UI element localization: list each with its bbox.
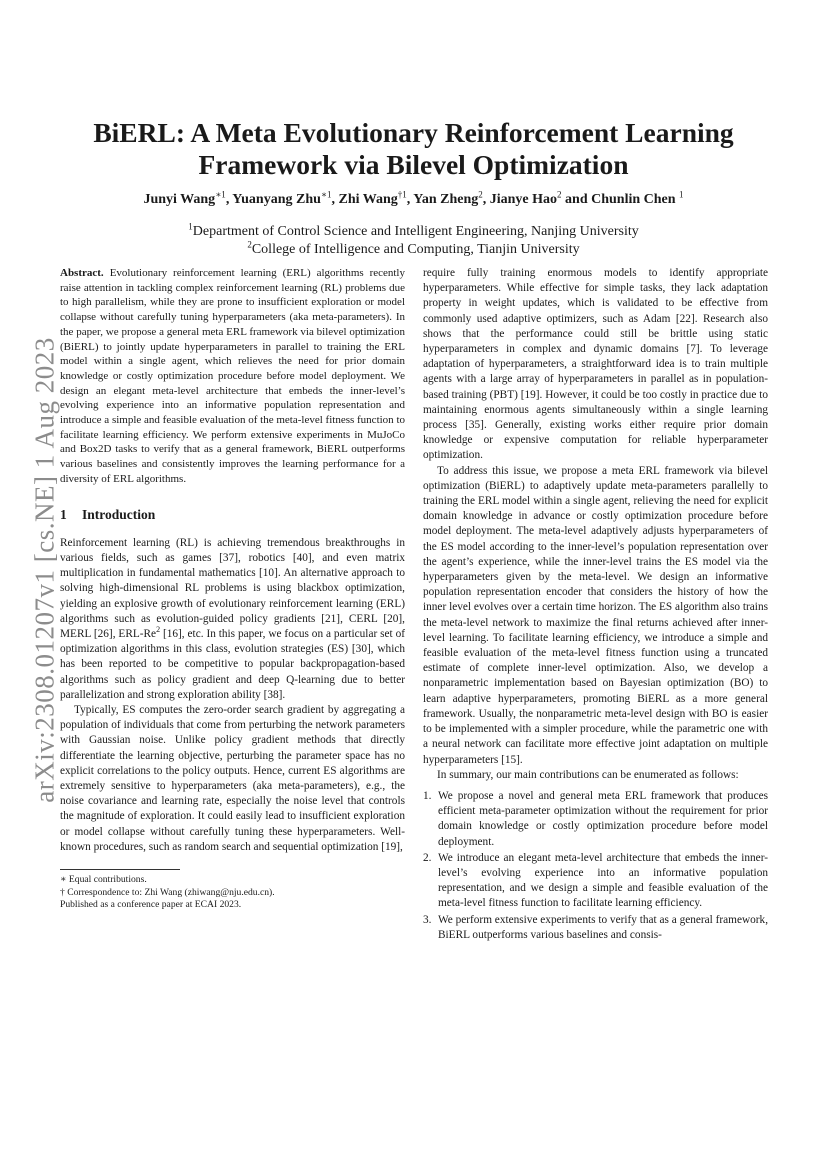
affiliation: $^2$College of Intelligence and Computing, Tianjin University — [247, 239, 580, 257]
author-list: Junyi Wang$^{∗1}$, Yuanyang Zhu$^{∗1}$, Zhi Wang$^{\dagger 1}$, Yan Zheng$^2$, Jianye Hao$^2$ and Chunlin Chen $^1$ — [143, 189, 684, 207]
author: Yuanyang Zhu$^{∗1}$ — [232, 189, 332, 207]
affiliation: $^1$Department of Control Science and Intelligent Engineering, Nanjing University — [188, 221, 639, 239]
footnote: † Correspondence to: Zhi Wang (zhiwang@nju.edu.cn). — [60, 886, 275, 898]
title-line-1: BiERL: A Meta Evolutionary Reinforcement Learning — [93, 117, 734, 148]
contribution-list — [423, 789, 768, 943]
author: Yan Zheng$^2$ — [413, 189, 483, 207]
author: Chunlin Chen $^1$ — [591, 189, 684, 207]
title-line-2: Framework via Bilevel Optimization — [198, 149, 629, 180]
footnotes — [60, 874, 405, 912]
list-item: 3. We perform extensive experiments to verify that as a general framework, BiERL outperforms various baselines and consis- — [423, 913, 769, 941]
intro-paragraph-2: Typically, ES computes the zero-order search gradient by aggregating a population of individuals that come from perturbing the network parameters with Gaussian noise. Unlike policy gradient methods that directly differentiate the learning objective, perturbing the parameter space has no explicit correlations to the policy outputs. Hence, current ES algorithms are extremely sensitive to hyperparameters (aka meta-parameters), e.g., the noise covariance and learning rate, especially the noise level that controls the magnitude of exploration. It could easily lead to insufficient exploration or model collapse without carefully tuning these hyperparameters. Well-known procedures, such as random search and sequential optimization [19], — [60, 703, 405, 853]
abstract-label: Abstract. — [60, 267, 104, 279]
author: Jianye Hao$^2$ — [489, 189, 562, 207]
arxiv-identifier: arXiv:2308.01207v1 [cs.NE] 1 Aug 2023 — [29, 337, 60, 803]
footnote: Published as a conference paper at ECAI 2023. — [60, 899, 242, 911]
list-item: 2. We introduce an elegant meta-level architecture that embeds the inner-level’s evolving experience into an informative population representation, and we design a simple and feasible evaluation of the meta-level fitness function to facilitate learning efficiency. — [423, 851, 768, 910]
right-column — [423, 266, 768, 944]
footnote-divider — [60, 869, 180, 870]
author: Zhi Wang$^{\dagger 1}$ — [338, 189, 407, 207]
abstract-text: Evolutionary reinforcement learning (ERL) algorithms recently raise attention in tackling complex reinforcement learning (RL) problems due to high parallelism, while they are prone to insufficient exploration or model collapse without carefully tuning hyperparameters (aka meta-parameters). In the paper, we propose a general meta ERL framework via bilevel optimization (BiERL) to jointly update hyperparameters in parallel to training the ERL model within a single agent, which relieves the need for prior domain knowledge or costly optimization procedure before model deployment. We design an elegant meta-level architecture that embeds the inner-level’s evolving experience into an informative population representation and introduce a simple and feasible evaluation of the meta-level fitness function to facilitate learning efficiency. We perform extensive experiments in MuJoCo and Box2D tasks to verify that as a general framework, BiERL outperforms various baselines and consistently improves the learning performance for a diversity of ERL algorithms. — [60, 267, 405, 485]
left-column — [60, 266, 405, 912]
affiliations — [0, 223, 827, 259]
paper-title — [0, 117, 827, 181]
intro-paragraph-1: Reinforcement learning (RL) is achieving tremendous breakthroughs in various fields, such as games [37], robotics [40], and even matrix multiplication in fundamental mathematics [10]. An alternative approach to solving high-dimensional RL problems is using blackbox optimization, yielding an explosive growth of evolutionary reinforcement learning (ERL) algorithms such as evolution-guided policy gradients [21], CERL [20], MERL [26], ERL-Re$^2$ [16], etc. In this paper, we focus on a particular set of optimization algorithms in this class, evolution strategies (ES) [30], which has been reported to be competitive to popular backpropagation-based algorithms such as policy gradient and deep Q-learning due to better parallelization and strong exploration ability [38]. — [60, 536, 405, 701]
intro-paragraph-3: require fully training enormous models to identify appropriate hyperparameters. While effective for simple tasks, they lack adaptation property in weight updates, which is validated to be effective from commonly used adaptive optimizers, such as Adam [22]. Research also shows that the performance could still be brittle using static hyperparameters in complex and dynamic domains [7]. To leverage adaptation of hyperparameters, a straightforward idea is to train multiple agents with a large array of hyperparameters in parallel as in population-based training (PBT) [19]. However, it could be too costly in practice due to maintaining enormous agents simultaneously within a single learning process [35]. Generally, existing works either require prior domain knowledge or expensive computation for reliable hyperparameter optimization. — [423, 267, 768, 462]
intro-paragraph-4: To address this issue, we propose a meta ERL framework via bilevel optimization (BiERL) to adaptively update meta-parameters parallelly to training the ERL model within a single agent, relieving the need for explicit domain knowledge in advance or costly optimization procedure before model deployment. The meta-level adaptively adjusts hyperparameters of the ES model according to the inner-level’s population representation over the agent’s experience, while the inner-level trains the ES model via the hyperparameters given by the meta-level. We design an informative population representation encoder that considers the history of how the inner level evolves over a certain time horizon. The ES algorithm also trains the meta-level network to maximize the final returns achieved after inner-level learning. To facilitate learning efficiency, we introduce a simple and feasible evaluation of the meta-level fitness function using a truncated estimate of complete inner-level optimization. Also, we develop a nonparametric implementation based on Bayesian optimization (BO) to learn adaptive hyperparameters, promoting BiERL as a more general framework. Usually, the nonparametric meta-level design with BO is easier to be implemented with a simpler procedure, while the parametric one with a neural network can facilitate more effective joint adaptation on multiple hyperparameters [15]. — [423, 464, 768, 766]
abstract — [60, 266, 405, 487]
list-item: 1. We propose a novel and general meta ERL framework that produces efficient meta-parameter optimization without the requirement for prior domain knowledge or costly optimization procedure before model deployment. — [423, 789, 768, 848]
footnote: ∗ Equal contributions. — [60, 874, 147, 886]
section-heading: 1 Introduction — [60, 506, 156, 522]
author: Junyi Wang$^{∗1}$ — [143, 189, 226, 207]
contributions-lead: In summary, our main contributions can be enumerated as follows: — [437, 768, 739, 781]
